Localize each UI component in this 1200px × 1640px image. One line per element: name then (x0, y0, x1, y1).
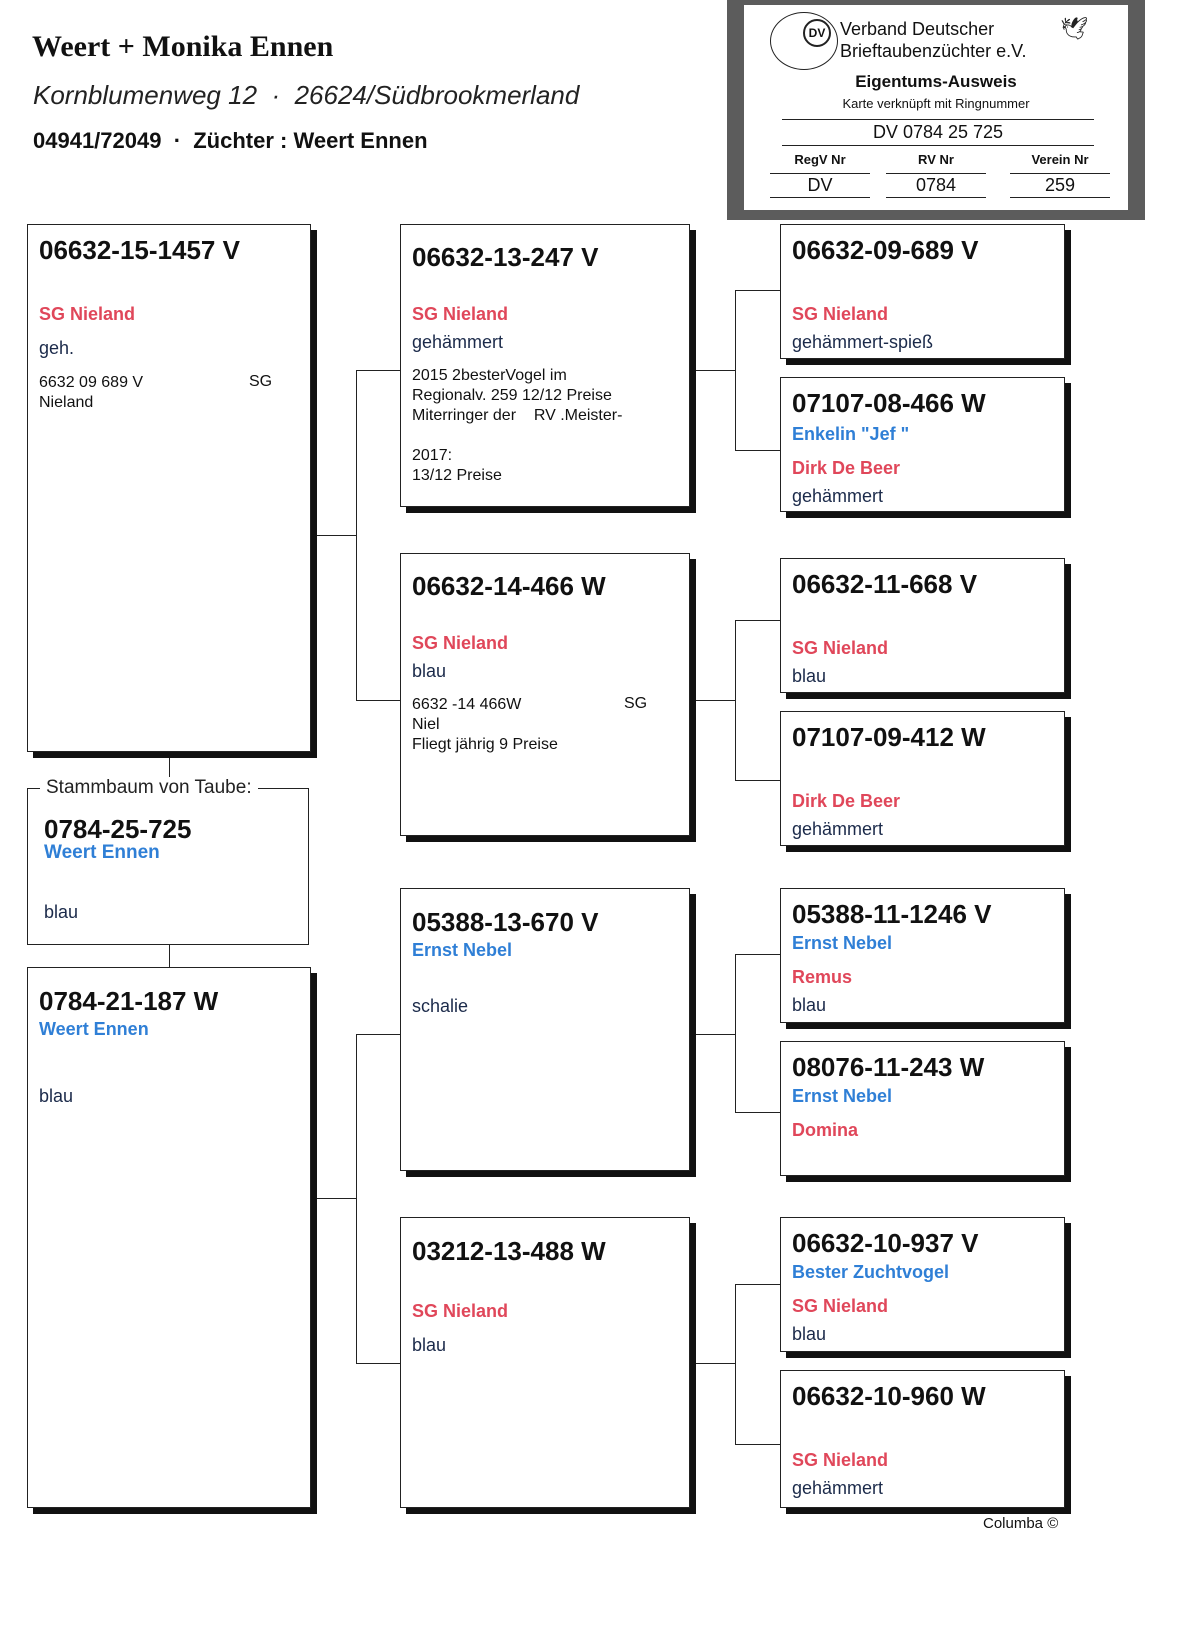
grandfather-maternal-ring: 05388-13-670 V (412, 907, 599, 937)
great-grandparent-2-ring: 07107-08-466 W (792, 388, 986, 418)
connector (735, 1284, 736, 1444)
footer-credit: Columba © (983, 1515, 1059, 1532)
great-grandparent-3-ring: 06632-11-668 V (792, 569, 978, 599)
connector (311, 535, 356, 536)
connector (356, 370, 400, 371)
grandmother-maternal-ring: 03212-13-488 W (412, 1236, 606, 1266)
great-grandparent-8-ring: 06632-10-960 W (792, 1381, 986, 1411)
owner-address: Kornblumenweg 12 · 26624/Südbrookmerland (33, 80, 580, 110)
connector (735, 620, 780, 621)
connector (735, 954, 736, 1112)
connector (356, 1363, 400, 1364)
great-grandparent-6-breeder: Domina (792, 1120, 859, 1140)
connector (169, 945, 170, 967)
connector (735, 1284, 780, 1285)
great-grandparent-7-box (780, 1217, 1065, 1352)
great-grandparent-3-breeder: SG Nieland (792, 638, 889, 658)
grandmother-paternal-ring: 06632-14-466 W (412, 571, 606, 601)
great-grandparent-5-name: Ernst Nebel (792, 933, 893, 953)
great-grandparent-4-breeder: Dirk De Beer (792, 791, 901, 811)
subject-ring: 0784-25-725 (44, 814, 192, 844)
great-grandparent-7-color: blau (792, 1324, 827, 1344)
association-name (840, 18, 1026, 62)
connector (735, 1444, 780, 1445)
card-verein-label: Verein Nr (1031, 152, 1089, 167)
mother-color: blau (39, 1086, 74, 1106)
card-regv (770, 152, 870, 198)
association-logo (770, 12, 838, 70)
great-grandparent-7-name: Bester Zuchtvogel (792, 1262, 950, 1282)
grandfather-maternal-color: schalie (412, 996, 469, 1016)
great-grandparent-6-box (780, 1041, 1065, 1176)
card-rv-label: RV Nr (918, 152, 954, 167)
card-title: Eigentums-Ausweis (855, 72, 1017, 91)
great-grandparent-1-color: gehämmert-spieß (792, 332, 934, 352)
grandfather-paternal-box (400, 224, 690, 507)
great-grandparent-2-breeder: Dirk De Beer (792, 458, 901, 478)
card-regv-value: DV (770, 173, 870, 198)
pigeon-emblem-icon: 🕊 (1060, 16, 1088, 41)
great-grandparent-4-ring: 07107-09-412 W (792, 722, 986, 752)
grandfather-maternal-box (400, 888, 690, 1171)
great-grandparent-5-box (780, 888, 1065, 1023)
card-rv (886, 152, 986, 198)
grandmother-maternal-breeder: SG Nieland (412, 1301, 509, 1321)
subject-color: blau (44, 902, 79, 922)
grandmother-maternal-color: blau (412, 1335, 447, 1355)
grandmother-paternal-note: 6632 -14 466W Niel Fliegt jährig 9 Preise (412, 696, 558, 753)
grandmother-paternal-box (400, 553, 690, 836)
card-subtitle: Karte verknüpft mit Ringnummer (842, 96, 1030, 111)
great-grandparent-8-breeder: SG Nieland (792, 1450, 889, 1470)
father-note-right: SG (249, 373, 273, 390)
owner-name: Weert + Monika Ennen (32, 30, 334, 63)
father-box (27, 224, 311, 752)
grandmother-maternal-box (400, 1217, 690, 1508)
grandfather-paternal-breeder: SG Nieland (412, 304, 509, 324)
grandmother-paternal-color: blau (412, 661, 447, 681)
grandfather-paternal-color: gehämmert (412, 332, 504, 352)
connector (735, 780, 780, 781)
connector (735, 954, 780, 955)
great-grandparent-5-breeder: Remus (792, 967, 853, 987)
association-logo-text: DV (803, 19, 831, 47)
great-grandparent-6-ring: 08076-11-243 W (792, 1052, 985, 1082)
mother-breeder: Weert Ennen (39, 1019, 149, 1039)
great-grandparent-6-name: Ernst Nebel (792, 1086, 893, 1106)
great-grandparent-1-ring: 06632-09-689 V (792, 235, 979, 265)
mother-box (27, 967, 311, 1508)
subject-legend: Stammbaum von Taube: (40, 777, 258, 799)
father-color: geh. (39, 338, 75, 358)
great-grandparent-1-breeder: SG Nieland (792, 304, 889, 324)
grandmother-paternal-breeder: SG Nieland (412, 633, 509, 653)
connector (356, 1034, 400, 1035)
grandfather-paternal-ring: 06632-13-247 V (412, 242, 599, 272)
card-ring-number: DV 0784 25 725 (782, 119, 1094, 146)
subject-breeder: Weert Ennen (44, 842, 160, 863)
great-grandparent-3-box (780, 558, 1065, 693)
connector (690, 1034, 735, 1035)
card-verein (1010, 152, 1110, 198)
father-note: 6632 09 689 V Nieland (39, 374, 144, 411)
mother-ring: 0784-21-187 W (39, 986, 219, 1016)
association-name-line2: Brieftaubenzüchter e.V. (840, 41, 1027, 61)
card-rv-value: 0784 (886, 173, 986, 198)
great-grandparent-3-color: blau (792, 666, 827, 686)
great-grandparent-4-box (780, 711, 1065, 846)
connector (735, 620, 736, 780)
connector (690, 700, 735, 701)
great-grandparent-5-ring: 05388-11-1246 V (792, 899, 992, 929)
connector (735, 450, 780, 451)
connector (690, 370, 735, 371)
great-grandparent-2-name: Enkelin "Jef " (792, 424, 910, 444)
great-grandparent-1-box (780, 224, 1065, 359)
owner-phone-breeder: 04941/72049 · Züchter : Weert Ennen (33, 128, 428, 153)
connector (311, 1198, 356, 1199)
association-name-line1: Verband Deutscher (840, 19, 995, 39)
connector (356, 370, 357, 700)
great-grandparent-4-color: gehämmert (792, 819, 884, 839)
father-breeder: SG Nieland (39, 304, 136, 324)
connector (735, 1112, 780, 1113)
great-grandparent-8-box (780, 1370, 1065, 1508)
great-grandparent-7-breeder: SG Nieland (792, 1296, 889, 1316)
connector (735, 290, 736, 450)
great-grandparent-2-box (780, 377, 1065, 512)
connector (690, 1363, 735, 1364)
card-verein-value: 259 (1010, 173, 1110, 198)
great-grandparent-5-color: blau (792, 995, 827, 1015)
great-grandparent-8-color: gehämmert (792, 1478, 884, 1498)
connector (356, 1034, 357, 1363)
great-grandparent-7-ring: 06632-10-937 V (792, 1228, 979, 1258)
card-regv-label: RegV Nr (794, 152, 846, 167)
grandfather-paternal-note: 2015 2besterVogel im Regionalv. 259 12/12 Preise Miterringer der RV .Meister- 2017: 13/12 Preise (412, 367, 623, 484)
grandfather-maternal-breeder: Ernst Nebel (412, 940, 513, 960)
connector (356, 700, 400, 701)
great-grandparent-2-color: gehämmert (792, 486, 884, 506)
father-ring: 06632-15-1457 V (39, 235, 240, 265)
grandmother-paternal-note-right: SG (624, 695, 648, 712)
connector (735, 290, 780, 291)
